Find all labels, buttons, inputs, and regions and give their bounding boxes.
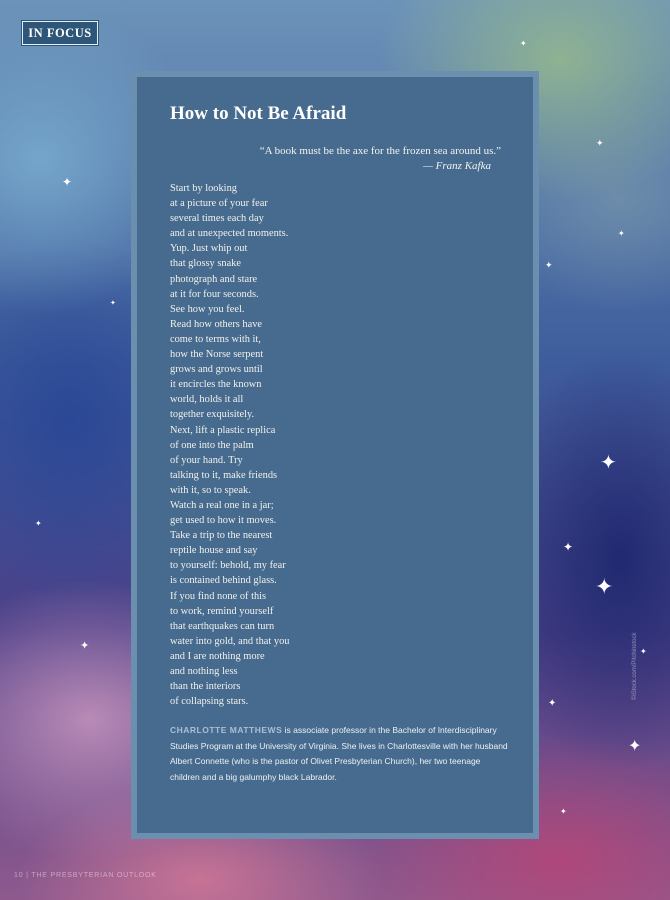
epigraph: [260, 144, 501, 174]
star-decoration: ✦: [563, 540, 574, 554]
poem-line: of one into the palm: [170, 439, 254, 451]
poem-line: at it for four seconds.: [170, 288, 259, 300]
star-decoration: ✦: [545, 261, 553, 271]
poem-line: world, holds it all: [170, 394, 244, 406]
star-decoration: ✦: [80, 639, 90, 652]
poem-line: Read how others have: [170, 318, 263, 330]
poem-line: Take a trip to the nearest: [170, 530, 273, 542]
poem-line: that glossy snake: [170, 258, 241, 270]
poem-line: is contained behind glass.: [170, 575, 277, 587]
star-decoration: ✦: [596, 139, 604, 149]
epigraph-attribution: — Franz Kafka: [423, 160, 491, 172]
poem-line: that earthquakes can turn: [170, 620, 275, 632]
poem-line: it encircles the known: [170, 379, 262, 391]
poem-line: and nothing less: [170, 666, 238, 677]
poem-line: See how you feel.: [170, 303, 245, 315]
poem-line: grows and grows until: [170, 364, 263, 376]
star-decoration: ✦: [62, 175, 73, 189]
author-bio-text: is associate professor in the Bachelor of Interdisciplinary Studies Program at the University of Virginia. She lives in Charlottesville with her husband Albert Connette (who is the pastor of Olivet Presbyterian Church), her two teenage children and a big galumphy black Labrador.: [170, 725, 508, 782]
poem-line: with it, so to speak.: [170, 484, 251, 496]
poem-line: water into gold, and that you: [170, 635, 290, 647]
poem-line: to work, remind yourself: [170, 605, 274, 617]
page-footer: 10 | THE PRESBYTERIAN OUTLOOK: [14, 872, 157, 879]
poem-line: get used to how it moves.: [170, 515, 277, 527]
poem-line: Yup. Just whip out: [170, 243, 248, 255]
poem-line: than the interiors: [170, 681, 241, 693]
star-decoration: ✦: [548, 698, 557, 709]
poem-line: of collapsing stars.: [170, 696, 249, 708]
poem-line: several times each day: [170, 213, 264, 225]
star-decoration: ✦: [618, 229, 625, 238]
author-bio: [170, 723, 510, 785]
photo-credit: ©iStock.com/Pitchinstock: [632, 632, 638, 700]
star-decoration: ✦: [560, 807, 567, 816]
star-decoration: ✦: [35, 519, 42, 528]
star-decoration: ✦: [600, 450, 617, 474]
poem-line: If you find none of this: [170, 590, 267, 602]
poem-line: talking to it, make friends: [170, 469, 278, 481]
poem-line: photograph and stare: [170, 273, 258, 285]
author-name: CHARLOTTE MATTHEWS: [170, 725, 283, 735]
poem-line: and I are nothing more: [170, 650, 265, 662]
poem-line: together exquisitely.: [170, 409, 255, 421]
section-tag: IN FOCUS: [22, 21, 98, 45]
poem-line: at a picture of your fear: [170, 198, 268, 210]
star-decoration: ✦: [520, 39, 527, 48]
poem-line: to yourself: behold, my fear: [170, 560, 286, 572]
article-panel: [137, 77, 533, 833]
star-decoration: ✦: [640, 647, 647, 656]
epigraph-quote: “A book must be the axe for the frozen sea around us.”: [259, 145, 501, 157]
poem-line: how the Norse serpent: [170, 349, 264, 361]
poem-line: come to terms with it,: [170, 333, 261, 345]
star-decoration: ✦: [110, 299, 116, 307]
poem-title: How to Not Be Afraid: [170, 103, 347, 124]
poem-line: reptile house and say: [170, 545, 258, 557]
poem-line: and at unexpected moments.: [170, 228, 289, 240]
star-decoration: ✦: [595, 575, 614, 600]
poem-line: of your hand. Try: [170, 454, 243, 466]
star-decoration: ✦: [628, 736, 642, 755]
poem-line: Watch a real one in a jar;: [170, 499, 274, 511]
poem-body: [170, 181, 289, 709]
poem-line: Next, lift a plastic replica: [170, 424, 276, 436]
poem-line: Start by looking: [170, 183, 237, 194]
